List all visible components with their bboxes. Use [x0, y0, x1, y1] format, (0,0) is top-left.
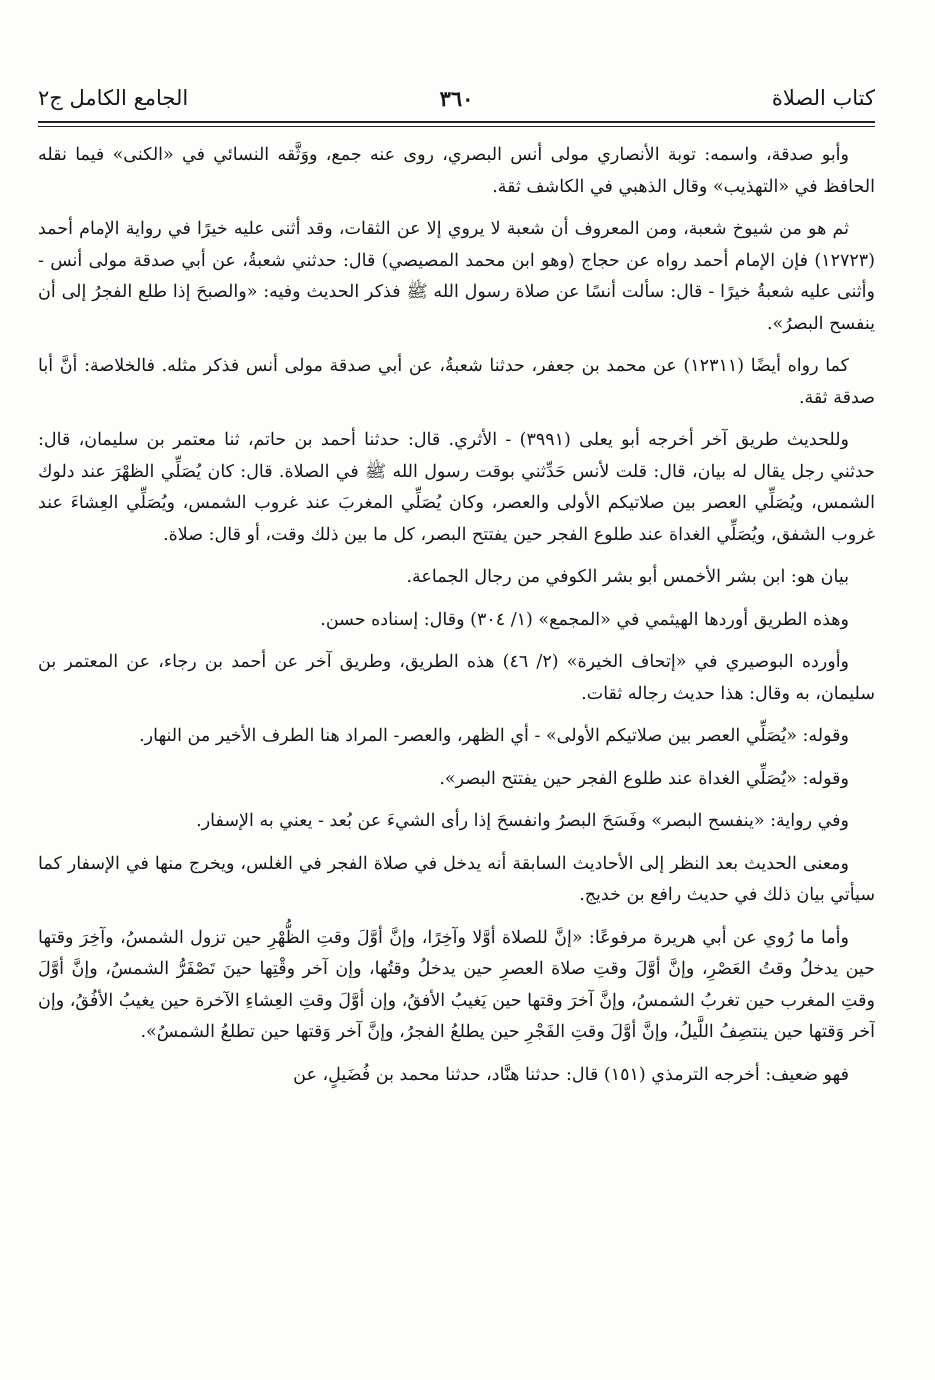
- paragraph: بيان هو: ابن بشر الأخمس أبو بشر الكوفي من رجال الجماعة.: [406, 567, 849, 587]
- page-number: ٣٦٠: [439, 86, 474, 111]
- paragraph: وللحديث طريق آخر أخرجه أبو يعلى (٣٩٩١) - الأثري. قال: حدثنا أحمد بن حاتم، ثنا معتمر بن سليمان، قال: حدثني رجل يقال له بيان، قال: قلت لأنس حَدِّثني بوقت رسول الله ﷺ في الصلاة. قال: كان يُصَلِّي الظهْرَ عند دلوك الشمس، ويُصَلِّي العصر بين صلاتيكم الأولى والعصر، وكان يُصَلِّي المغربَ عند غروب الشمس، ويُصَلِّي العِشاءَ عند غروب الشفق، ويُصَلِّي الغداة عند طلوع الفجر حين يفتتح البصر، كل ما بين ذلك وقت، أو قال: صلاة.: [38, 430, 875, 545]
- paragraph: وقوله: «يُصَلِّي الغداة عند طلوع الفجر حين يفتتح البصر».: [439, 768, 849, 789]
- paragraph: وفي رواية: «ينفسح البصر» وفَسَحَ البصرُ وانفسحَ إذا رأى الشيءَ عن بُعد - يعني به الإسفار.: [196, 811, 849, 831]
- paragraph: وأما ما رُوي عن أبي هريرة مرفوعًا: «إنَّ للصلاة أوَّلا وآخِرًا، وإنَّ أوَّلَ وقتِ الظُّهْرِ حين تزول الشمسُ، وآخِرَ وقتها حين يدخلُ وقتُ العَصْرِ، وإنَّ أوَّلَ وقتِ صلاة العصرِ حين يدخلُ وقتُها، وإن آخر وقْتِها حينَ تَصْفَرُّ الشمسُ، وإنَّ أوَّلَ وقتِ المغرب حين تغربُ الشمسُ، وإنَّ آخرَ وقتها حين يَغيبُ الأفقُ، وإن أوَّلَ وقتِ العِشاءِ الآخرة حين يغيبُ الأفُقُ، وإن آخر وَقتها حين ينتصِفُ اللَّيلُ، وإنَّ أوَّلَ وقتِ الفَجْرِ حين يطلعُ الفجرُ، وإنَّ آخر وَقتها حين تطلعُ الشمسُ».: [38, 927, 875, 1042]
- book-title: الجامع الكامل ج٢: [38, 86, 189, 110]
- paragraph: ثم هو من شيوخ شعبة، ومن المعروف أن شعبة لا يروي إلا عن الثقات، وقد أثنى عليه خيرًا في رواية الإمام أحمد (١٢٧٢٣) فإن الإمام أحمد رواه عن حجاج (وهو ابن محمد المصيصي) قال: حدثني شعبةُ، عن أبي صدقة مولى أنس - وأثنى عليه شعبةُ خيرًا - قال: سألت أنسًا عن صلاة رسول الله ﷺ فذكر الحديث وفيه: «والصبحَ إذا طلع الفجرُ إلى أن ينفسح البصرُ».: [38, 219, 875, 334]
- paragraph: وهذه الطريق أوردها الهيثمي في «المجمع» (١/ ٣٠٤) وقال: إسناده حسن.: [320, 609, 849, 630]
- running-header: [38, 82, 875, 122]
- header-rule-thin: [38, 126, 875, 127]
- paragraph: ومعنى الحديث بعد النظر إلى الأحاديث السابقة أنه يدخل في صلاة الفجر في الغلس، ويخرج منها في الإسفار كما سيأتي بيان ذلك في حديث رافع بن خديج.: [38, 853, 875, 905]
- header-rule-thick: [38, 121, 875, 123]
- paragraph: كما رواه أيضًا (١٢٣١١) عن محمد بن جعفر، حدثنا شعبةُ، عن أبي صدقة مولى أنس فذكر مثله. فالخلاصة: أنَّ أبا صدقة ثقة.: [38, 356, 875, 408]
- paragraph: فهو ضعيف: أخرجه الترمذي (١٥١) قال: حدثنا هنَّاد، حدثنا محمد بن فُضَيلٍ، عن: [293, 1064, 849, 1085]
- paragraph: وقوله: «يُصَلِّي العصر بين صلاتيكم الأولى» - أي الظهر، والعصر- المراد هنا الطرف الأخير من النهار.: [139, 726, 849, 746]
- body-text: [38, 140, 875, 1370]
- paragraph: وأبو صدقة، واسمه: توبة الأنصاري مولى أنس البصري، روى عنه جمع، ووَثَّقه النسائي في «الكنى» فيما نقله الحافظ في «التهذيب» وقال الذهبي في الكاشف ثقة.: [38, 145, 875, 197]
- paragraph: وأورده البوصيري في «إتحاف الخيرة» (٢/ ٤٦) هذه الطريق، وطريق آخر عن أحمد بن رجاء، عن المعتمر بن سليمان، به وقال: هذا حديث رجاله ثقات.: [38, 652, 875, 704]
- chapter-title: كتاب الصلاة: [771, 86, 875, 110]
